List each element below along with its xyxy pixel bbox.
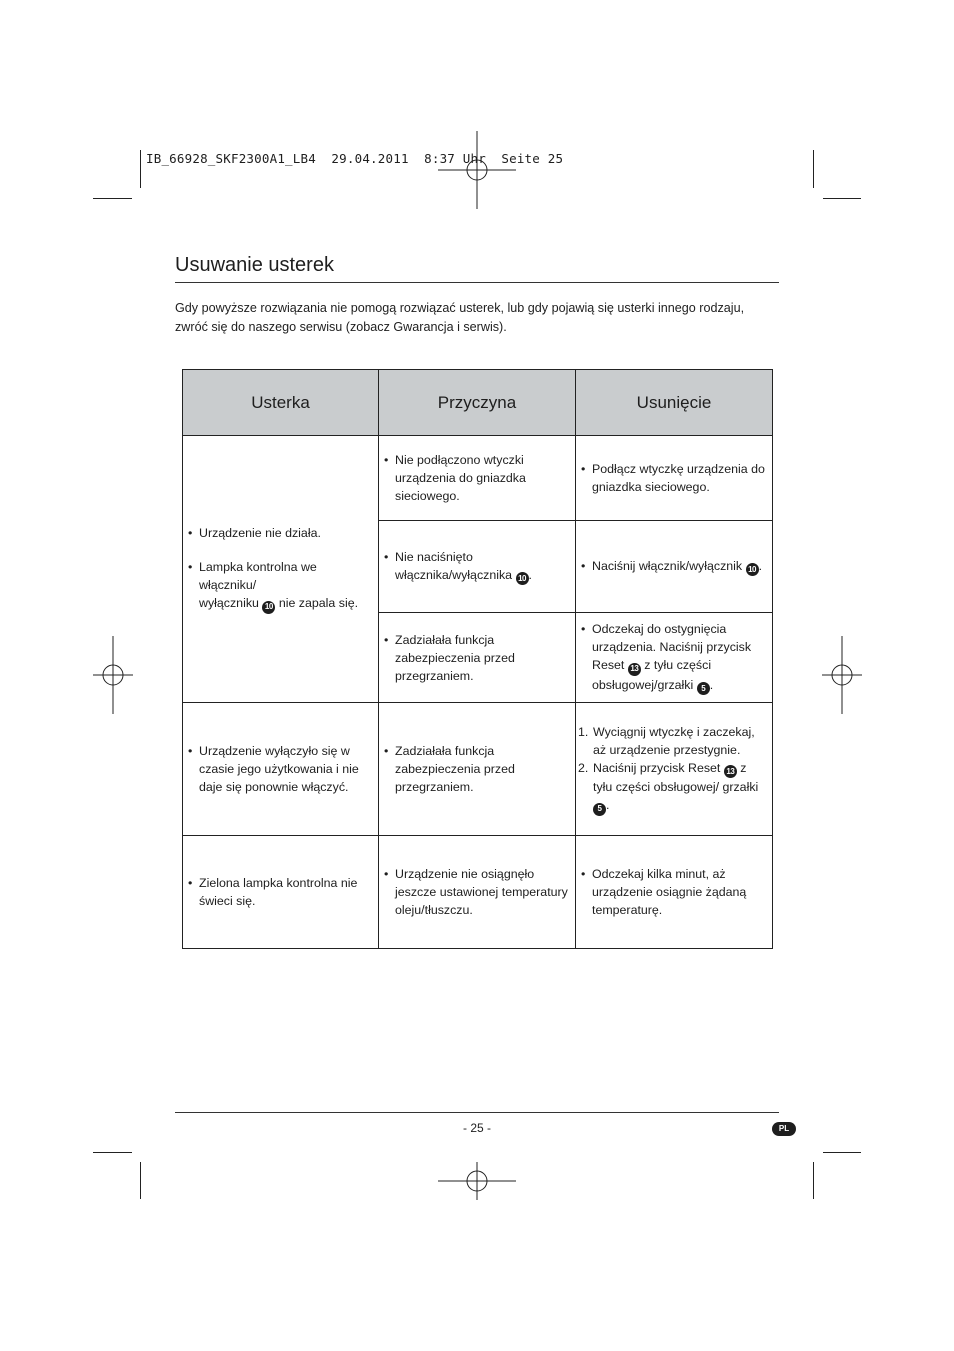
print-slug: IB_66928_SKF2300A1_LB4 29.04.2011 8:37 Uhr Seite 25 bbox=[146, 151, 564, 166]
table-header-row bbox=[183, 370, 773, 436]
remedy-cell: • Naciśnij włącznik/wyłącznik 10 . bbox=[576, 521, 773, 613]
remedy-step: 1. Wyciągnij wtyczkę i zaczekaj, aż urządzenie przestygnie. bbox=[578, 724, 755, 757]
fault-item: • Lampka kontrolna we włączniku/ wyłączniku 10 nie zapala się. bbox=[188, 558, 374, 614]
ref-number-icon: 5 bbox=[593, 803, 606, 816]
registration-mark-bottom bbox=[438, 1142, 516, 1200]
header-cause: Przyczyna bbox=[379, 370, 576, 436]
crop-mark-bottom-left-v bbox=[140, 1162, 141, 1199]
cause-cell: • Nie podłączono wtyczki urządzenia do gniazdka sieciowego. bbox=[379, 436, 576, 521]
crop-mark-bottom-left-h bbox=[93, 1152, 132, 1153]
registration-mark-left bbox=[93, 636, 133, 714]
cause-cell: • Zadziałała funkcja zabezpieczenia przed przegrzaniem. bbox=[379, 703, 576, 836]
header-fault: Usterka bbox=[183, 370, 379, 436]
ref-number-icon: 10 bbox=[746, 563, 759, 576]
fault-cell: • Urządzenie wyłączyło się w czasie jego użytkowania i nie daje się ponownie włączyć. bbox=[183, 703, 379, 836]
crop-mark-bottom-right-v bbox=[813, 1162, 814, 1199]
table-row bbox=[183, 436, 773, 521]
remedy-cell: • Odczekaj do ostygnięcia urządzenia. Naciśnij przycisk Reset 13 z tyłu części obsługowej/grzałki 5 . bbox=[576, 613, 773, 703]
ref-number-icon: 13 bbox=[628, 663, 641, 676]
registration-mark-right bbox=[822, 636, 862, 714]
crop-mark-top-left-h bbox=[93, 198, 132, 199]
page-number: - 25 - bbox=[462, 1121, 491, 1135]
table-row bbox=[183, 703, 773, 836]
cause-cell: • Zadziałała funkcja zabezpieczenia przed przegrzaniem. bbox=[379, 613, 576, 703]
language-badge: PL bbox=[772, 1122, 796, 1136]
fault-item: • Urządzenie nie działa. bbox=[188, 524, 374, 542]
crop-mark-bottom-right-h bbox=[823, 1152, 861, 1153]
troubleshooting-table bbox=[182, 369, 773, 949]
remedy-cell: • Podłącz wtyczkę urządzenia do gniazdka sieciowego. bbox=[576, 436, 773, 521]
fault-cell: • Zielona lampka kontrolna nie świeci się. bbox=[183, 836, 379, 949]
crop-mark-top-right-v bbox=[813, 150, 814, 188]
table-row bbox=[183, 836, 773, 949]
footer-rule bbox=[175, 1112, 779, 1113]
fault-cell bbox=[183, 436, 379, 703]
header-remedy: Usunięcie bbox=[576, 370, 773, 436]
remedy-cell: • Odczekaj kilka minut, aż urządzenie osiągnie żądaną temperaturę. bbox=[576, 836, 773, 949]
remedy-step: 2. Naciśnij przycisk Reset 13 z tyłu części obsługowej/ grzałki 5 . bbox=[578, 759, 768, 816]
remedy-cell bbox=[576, 703, 773, 836]
cause-cell: • Urządzenie nie osiągnęło jeszcze ustawionej temperatury oleju/tłuszczu. bbox=[379, 836, 576, 949]
intro-paragraph: Gdy powyższe rozwiązania nie pomogą rozwiązać usterek, lub gdy pojawią się usterki innego rodzaju, zwróć się do naszego serwisu (zobacz Gwarancja i serwis). bbox=[175, 301, 745, 334]
ref-number-icon: 5 bbox=[697, 682, 710, 695]
crop-mark-top-right-h bbox=[823, 198, 861, 199]
ref-number-icon: 10 bbox=[516, 572, 529, 585]
crop-mark-top-left-v bbox=[140, 150, 141, 188]
ref-number-icon: 13 bbox=[724, 765, 737, 778]
registration-mark-top bbox=[438, 131, 516, 209]
ref-number-icon: 10 bbox=[262, 601, 275, 614]
cause-cell: • Nie naciśnięto włącznika/wyłącznika 10 . bbox=[379, 521, 576, 613]
page-title: Usuwanie usterek bbox=[175, 254, 334, 276]
title-rule bbox=[175, 282, 779, 283]
